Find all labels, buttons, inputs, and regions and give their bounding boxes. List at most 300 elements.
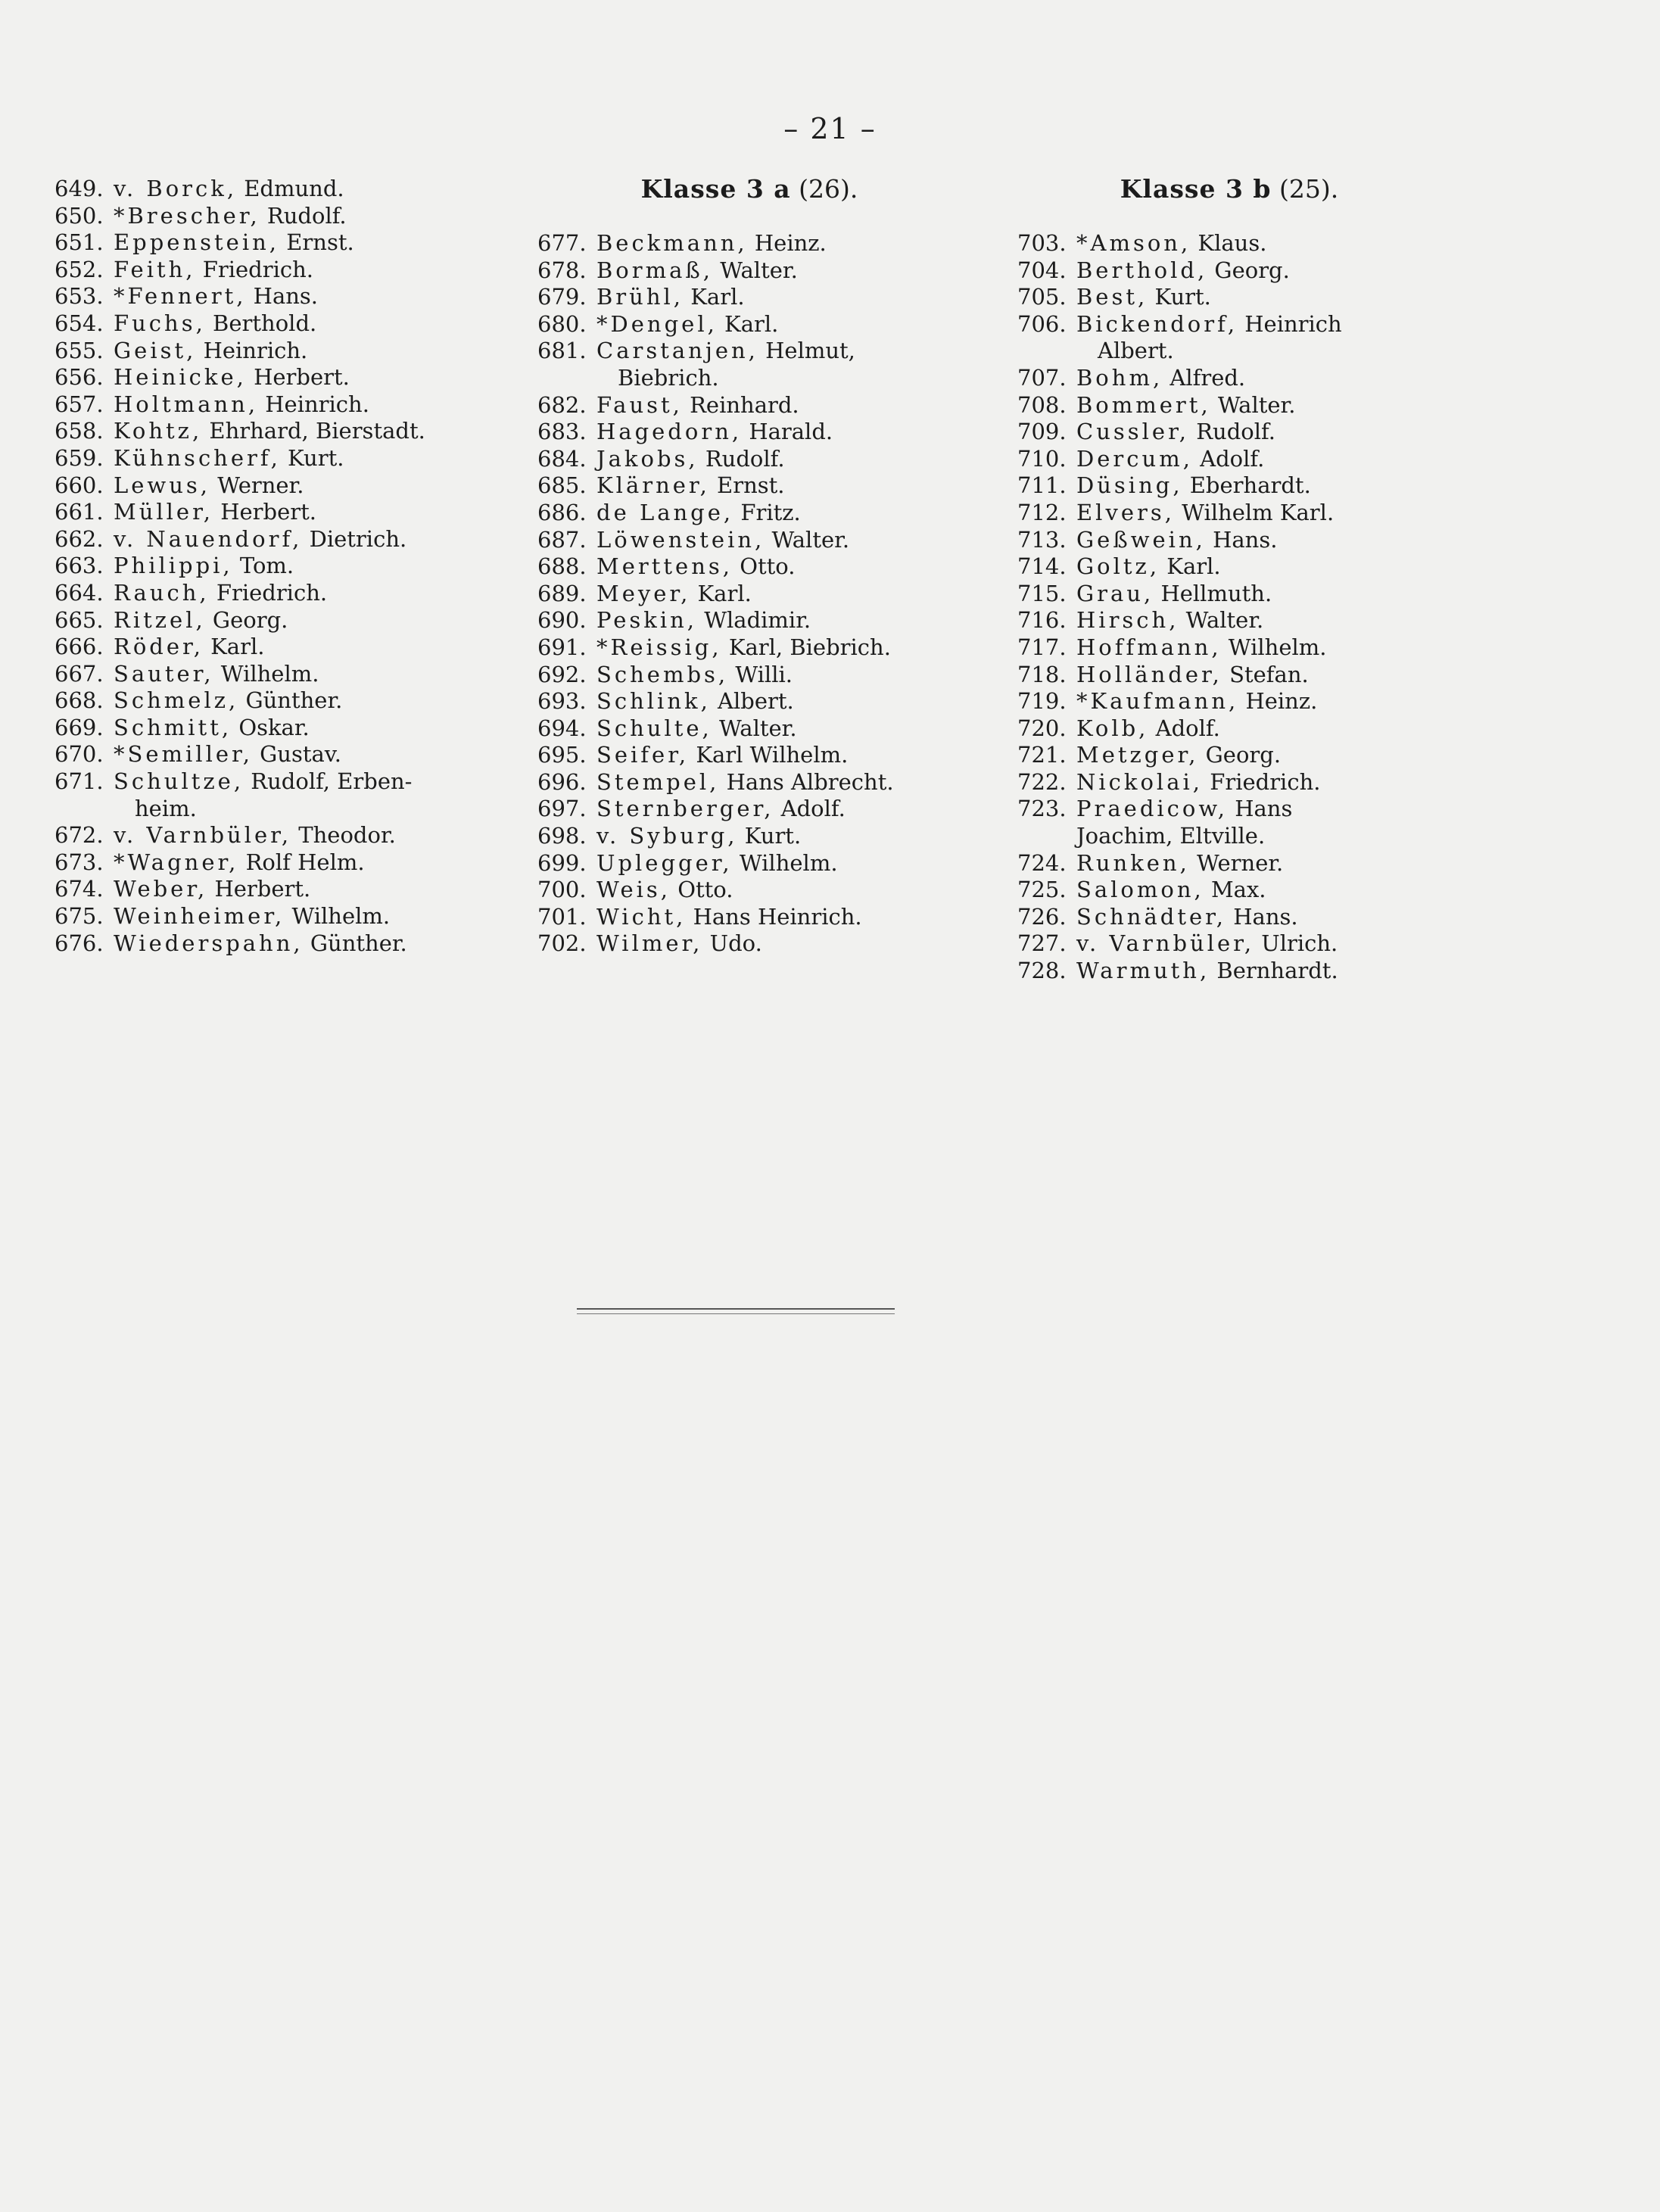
entry-name [596, 877, 733, 904]
student-surname: Schmelz, [114, 687, 239, 714]
student-surname: Elvers, [1076, 499, 1175, 525]
entry-name [114, 176, 344, 203]
entry-number: 692. [537, 661, 587, 687]
list-item [55, 687, 478, 715]
list-item [537, 634, 961, 662]
entry-number: 700. [537, 877, 587, 903]
list-item [55, 634, 478, 661]
list-item [537, 553, 961, 581]
entry-name [1076, 472, 1311, 500]
student-given-name: Walter. [771, 526, 850, 553]
entry-name [1076, 230, 1266, 257]
entry-number: 668. [55, 687, 104, 714]
student-surname: Hagedorn, [596, 419, 743, 445]
student-surname: Hoffmann, [1076, 634, 1222, 660]
entry-number: 720. [1017, 715, 1067, 741]
entry-number: 698. [537, 823, 587, 849]
list-item [1017, 365, 1441, 392]
student-surname: Ritzel, [114, 606, 206, 633]
student-surname: Hirsch, [1076, 607, 1179, 634]
student-given-name: Wilhelm. [739, 849, 838, 876]
student-surname: Klärner, [596, 472, 710, 499]
entry-name [596, 500, 801, 527]
entry-number: 718. [1017, 661, 1067, 687]
entry-name [596, 796, 846, 823]
entry-number: 724. [1017, 849, 1067, 876]
list-item [537, 877, 961, 904]
student-given-name: Otto. [740, 553, 796, 580]
student-given-name: Karl. [697, 580, 752, 606]
entry-name [596, 930, 762, 958]
entry-number: 654. [55, 310, 104, 336]
entry-number: 685. [537, 472, 587, 499]
entry-number: 663. [55, 553, 104, 579]
entry-number: 717. [1017, 634, 1067, 660]
entry-number: 674. [55, 876, 104, 902]
student-surname: Grau, [1076, 580, 1154, 606]
student-surname: Wicht, [596, 903, 687, 930]
entry-number: 710. [1017, 445, 1067, 472]
list-item [537, 904, 961, 931]
entry-name [1076, 257, 1290, 285]
entry-name [114, 930, 407, 958]
student-given-name: Willi. [735, 661, 793, 687]
list-item [537, 284, 961, 311]
student-surname: Seifer, [596, 742, 690, 768]
student-given-name: Karl Wilhelm. [696, 742, 849, 768]
entry-number: 675. [55, 903, 104, 930]
student-surname: Dercum, [1076, 445, 1193, 472]
entry-name [114, 580, 327, 607]
entry-name [1076, 284, 1211, 311]
entry-number: 697. [537, 796, 587, 822]
student-given-name: Theodor. [298, 822, 396, 849]
list-item [1017, 472, 1441, 500]
student-surname: Fuchs, [114, 310, 206, 336]
entry-name [114, 661, 319, 688]
student-given-name: Heinrich [1244, 310, 1342, 337]
student-surname: Heinicke, [114, 364, 247, 391]
student-given-name: Rudolf. [1196, 419, 1275, 445]
student-surname: Bormaß, [596, 257, 714, 283]
student-surname: Wiederspahn, [114, 930, 304, 956]
entry-number: 669. [55, 714, 104, 740]
student-given-name: Karl, Biebrich. [728, 634, 891, 660]
student-given-name: Hans. [253, 283, 319, 310]
list-item [55, 203, 478, 230]
entry-number: 651. [55, 229, 104, 256]
student-surname: Schlink, [596, 688, 711, 715]
entry-name [596, 257, 798, 285]
entry-name [114, 715, 310, 742]
student-surname: *Reissig, [596, 634, 722, 660]
entry-number: 665. [55, 606, 104, 633]
entry-name [1076, 958, 1338, 985]
entry-name [114, 257, 313, 284]
student-surname: Sternberger, [596, 796, 774, 822]
entry-number: 681. [537, 338, 587, 364]
list-item [537, 581, 961, 608]
list-item [1017, 796, 1441, 823]
entry-name [596, 634, 891, 662]
student-given-name: Eberhardt. [1189, 472, 1311, 499]
entry-number: 659. [55, 444, 104, 471]
list-item [537, 230, 961, 257]
class-3a-heading [537, 176, 961, 203]
page-number: – 21 – [783, 112, 877, 145]
entry-name [1076, 634, 1326, 662]
student-given-name: Ehrhard, Bierstadt. [209, 418, 425, 444]
student-given-name: Werner. [1197, 849, 1284, 876]
student-surname: Carstanjen, [596, 338, 758, 364]
student-given-name: Klaus. [1198, 230, 1267, 256]
list-item [1017, 419, 1441, 446]
list-item [537, 527, 961, 554]
entry-name [1076, 365, 1245, 392]
list-item [55, 526, 478, 553]
entry-number: 666. [55, 634, 104, 660]
student-surname: Weber, [114, 876, 208, 902]
student-surname: Schembs, [596, 661, 729, 687]
list-item [1017, 662, 1441, 689]
entry-name [1076, 742, 1281, 769]
student-surname: Goltz, [1076, 553, 1160, 580]
student-given-name: Harald. [749, 419, 833, 445]
student-given-name: Helmut, [765, 338, 855, 364]
entry-name [1076, 446, 1264, 473]
student-given-name: Rolf Helm. [245, 849, 365, 875]
class-3b-column [1017, 176, 1441, 985]
student-surname: Philippi, [114, 553, 233, 579]
entry-number: 699. [537, 849, 587, 876]
student-surname: Kühnscherf, [114, 444, 281, 471]
entry-name [1076, 662, 1309, 689]
student-surname: Lewus, [114, 472, 211, 498]
entry-name [114, 418, 425, 445]
entry-name [1076, 715, 1220, 743]
entry-number: 673. [55, 849, 104, 875]
entry-name [1076, 688, 1317, 715]
list-item [55, 257, 478, 284]
list-item [55, 176, 478, 203]
entry-name [114, 526, 406, 553]
entry-number: 661. [55, 499, 104, 525]
student-surname: Nickolai, [1076, 768, 1203, 795]
section-divider-rule-thin [577, 1313, 895, 1314]
entry-number: 688. [537, 553, 587, 580]
entry-number: 695. [537, 742, 587, 768]
student-surname: Beckmann, [596, 230, 748, 256]
student-given-name: Herbert. [254, 364, 350, 391]
list-item [537, 607, 961, 634]
entry-name [596, 581, 752, 608]
entry-name [114, 687, 342, 715]
entry-name [596, 311, 778, 338]
student-surname: v. Syburg, [596, 823, 738, 849]
student-surname: Faust, [596, 391, 683, 418]
entry-name [596, 527, 849, 554]
entry-number: 677. [537, 230, 587, 256]
student-surname: v. Borck, [114, 176, 238, 201]
entry-name [596, 284, 745, 311]
student-surname: Düsing, [1076, 472, 1183, 499]
student-surname: Weis, [596, 877, 671, 903]
list-item [1017, 500, 1441, 527]
list-item [1017, 742, 1441, 769]
entry-name [596, 607, 811, 634]
student-given-name: Walter. [720, 257, 798, 283]
student-given-name: Hans Heinrich. [693, 903, 862, 930]
list-item [537, 850, 961, 877]
student-given-name: Karl. [210, 634, 265, 660]
entry-number: 678. [537, 257, 587, 283]
list-item [1017, 715, 1441, 743]
list-item [55, 903, 478, 930]
student-surname: Best, [1076, 284, 1148, 310]
entry-name [114, 445, 344, 472]
list-item [1017, 930, 1441, 958]
student-given-name: Hellmuth. [1160, 580, 1272, 606]
list-item [55, 229, 478, 257]
student-given-name: Georg. [212, 606, 288, 633]
entry-name [1076, 607, 1263, 634]
student-given-name: Heinrich. [203, 337, 308, 363]
entry-number: 683. [537, 419, 587, 445]
student-surname: Geßwein, [1076, 526, 1206, 553]
class-3a-count: (26). [799, 174, 858, 204]
student-surname: Schmitt, [114, 714, 232, 740]
student-given-name: Fritz. [740, 499, 801, 525]
student-given-name: Heinrich. [265, 391, 369, 417]
student-surname: Cussler, [1076, 419, 1189, 445]
entry-number: 679. [537, 284, 587, 310]
student-given-name: Ernst. [717, 472, 785, 499]
entry-number: 705. [1017, 284, 1067, 310]
entry-name [114, 634, 264, 661]
list-item [537, 715, 961, 743]
entry-number: 715. [1017, 580, 1067, 606]
entry-number: 653. [55, 283, 104, 310]
student-given-name: Rudolf. [705, 445, 785, 472]
entry-name [596, 823, 801, 850]
student-surname: Jakobs, [596, 445, 699, 472]
student-given-name: Herbert. [214, 876, 311, 902]
entry-name [1076, 769, 1320, 796]
entry-name [596, 338, 855, 365]
student-surname: Salomon, [1076, 877, 1204, 903]
entry-number: 671. [55, 768, 104, 795]
student-surname: Praedicow, [1076, 796, 1228, 822]
entry-number: 714. [1017, 553, 1067, 580]
entry-name [1076, 877, 1266, 904]
student-list-column-1 [55, 176, 478, 957]
list-item [55, 445, 478, 472]
student-surname: Schulte, [596, 715, 712, 741]
entry-name [114, 849, 365, 877]
entry-number: 657. [55, 391, 104, 417]
list-item [55, 768, 478, 796]
student-given-name: Friedrich. [1210, 768, 1321, 795]
list-item [537, 823, 961, 850]
entry-number: 658. [55, 418, 104, 444]
entry-name [1076, 904, 1298, 931]
entry-number: 702. [537, 930, 587, 957]
list-item [537, 446, 961, 473]
entry-name [114, 203, 347, 230]
list-item [55, 553, 478, 580]
entry-name [596, 230, 827, 257]
list-item [537, 419, 961, 446]
class-3b-heading [1017, 176, 1441, 203]
student-surname: Bickendorf, [1076, 310, 1238, 337]
list-item [1017, 877, 1441, 904]
list-item [1017, 392, 1441, 419]
entry-name [114, 338, 307, 365]
entry-name [114, 741, 341, 768]
student-given-name: Karl. [1166, 553, 1221, 580]
entry-name [1076, 930, 1338, 958]
student-given-name: Wilhelm Karl. [1182, 499, 1335, 525]
list-item [537, 311, 961, 338]
entry-name [596, 769, 894, 796]
entry-name [114, 876, 310, 903]
list-item [55, 607, 478, 634]
student-given-name: Walter. [1185, 607, 1264, 634]
student-given-name: Edmund. [244, 176, 344, 201]
entry-number: 693. [537, 688, 587, 715]
entry-number: 652. [55, 256, 104, 282]
list-item [1017, 581, 1441, 608]
entry-number: 727. [1017, 930, 1067, 957]
list-item [55, 580, 478, 607]
list-item [55, 741, 478, 768]
student-surname: Berthold, [1076, 257, 1208, 283]
class-3b-list [1017, 230, 1441, 985]
list-item [537, 742, 961, 769]
list-item [55, 930, 478, 958]
student-given-name: Adolf. [780, 796, 846, 822]
list-item [1017, 446, 1441, 473]
list-item [1017, 607, 1441, 634]
entry-continuation: Albert. [1098, 338, 1174, 364]
entry-name [114, 364, 350, 391]
list-item [537, 688, 961, 715]
entry-name [596, 904, 862, 931]
entry-number: 707. [1017, 364, 1067, 391]
student-surname: Eppenstein, [114, 229, 280, 256]
entry-number: 686. [537, 499, 587, 525]
student-surname: Sauter, [114, 660, 214, 687]
student-surname: *Semiller, [114, 741, 253, 768]
student-given-name: Heinz. [1245, 688, 1318, 715]
entry-name [114, 310, 316, 338]
student-given-name: Ulrich. [1261, 930, 1338, 957]
entry-number: 689. [537, 580, 587, 606]
entry-name [596, 419, 833, 446]
student-surname: Runken, [1076, 849, 1190, 876]
entry-number: 655. [55, 337, 104, 363]
entry-name [114, 553, 294, 580]
student-given-name: Karl. [690, 284, 745, 310]
list-item [55, 391, 478, 419]
student-given-name: Walter. [719, 715, 797, 741]
student-surname: Kohtz, [114, 418, 203, 444]
list-item [55, 822, 478, 849]
entry-number: 690. [537, 607, 587, 634]
student-surname: Kolb, [1076, 715, 1149, 741]
student-surname: *Fennert, [114, 283, 247, 310]
list-item [1017, 527, 1441, 554]
student-given-name: Max. [1210, 877, 1266, 903]
entry-name [1076, 527, 1277, 554]
student-given-name: Wladimir. [704, 607, 811, 634]
student-given-name: Wilhelm. [1228, 634, 1327, 660]
entry-name [1076, 419, 1275, 446]
student-given-name: Werner. [217, 472, 304, 498]
student-surname: Bohm, [1076, 364, 1163, 391]
student-surname: Meyer, [596, 580, 691, 606]
entry-name [1076, 850, 1283, 877]
student-given-name: Adolf. [1200, 445, 1265, 472]
entry-continuation: Biebrich. [618, 364, 719, 391]
entry-number: 682. [537, 391, 587, 418]
entry-number: 664. [55, 579, 104, 606]
student-given-name: Dietrich. [309, 525, 407, 552]
entry-number: 721. [1017, 742, 1067, 768]
list-item [1017, 634, 1441, 662]
student-given-name: Hans Albrecht. [726, 768, 894, 795]
entry-number: 670. [55, 741, 104, 768]
entry-number: 712. [1017, 499, 1067, 525]
entry-number: 708. [1017, 391, 1067, 418]
list-item [55, 499, 478, 526]
student-surname: Metzger, [1076, 742, 1199, 768]
list-item [1017, 230, 1441, 257]
class-3b-count: (25). [1279, 174, 1339, 204]
entry-number: 704. [1017, 257, 1067, 283]
list-item [55, 849, 478, 877]
student-given-name: Georg. [1214, 257, 1290, 283]
list-item [537, 662, 961, 689]
student-surname: *Dengel, [596, 310, 718, 337]
entry-number: 701. [537, 903, 587, 930]
student-given-name: Udo. [709, 930, 762, 957]
entry-number: 726. [1017, 903, 1067, 930]
entry-name [114, 607, 288, 634]
student-given-name: Karl. [724, 310, 779, 337]
entry-name [114, 391, 369, 419]
student-surname: v. Varnbüler, [114, 822, 292, 849]
list-item [1017, 284, 1441, 311]
entry-name [1076, 553, 1221, 581]
entry-name [596, 850, 838, 877]
entry-number: 694. [537, 715, 587, 741]
entry-number: 716. [1017, 607, 1067, 634]
student-given-name: Reinhard. [690, 391, 799, 418]
student-surname: Feith, [114, 256, 196, 282]
entry-number: 723. [1017, 796, 1067, 822]
student-given-name: Tom. [239, 553, 294, 579]
list-item [1017, 311, 1441, 338]
entry-number: 728. [1017, 958, 1067, 984]
student-given-name: Ernst. [286, 229, 354, 256]
entry-name [596, 392, 799, 419]
student-surname: *Amson, [1076, 230, 1191, 256]
list-item [1017, 553, 1441, 581]
entry-number: 709. [1017, 419, 1067, 445]
student-surname: *Wagner, [114, 849, 239, 875]
entry-number: 684. [537, 445, 587, 472]
